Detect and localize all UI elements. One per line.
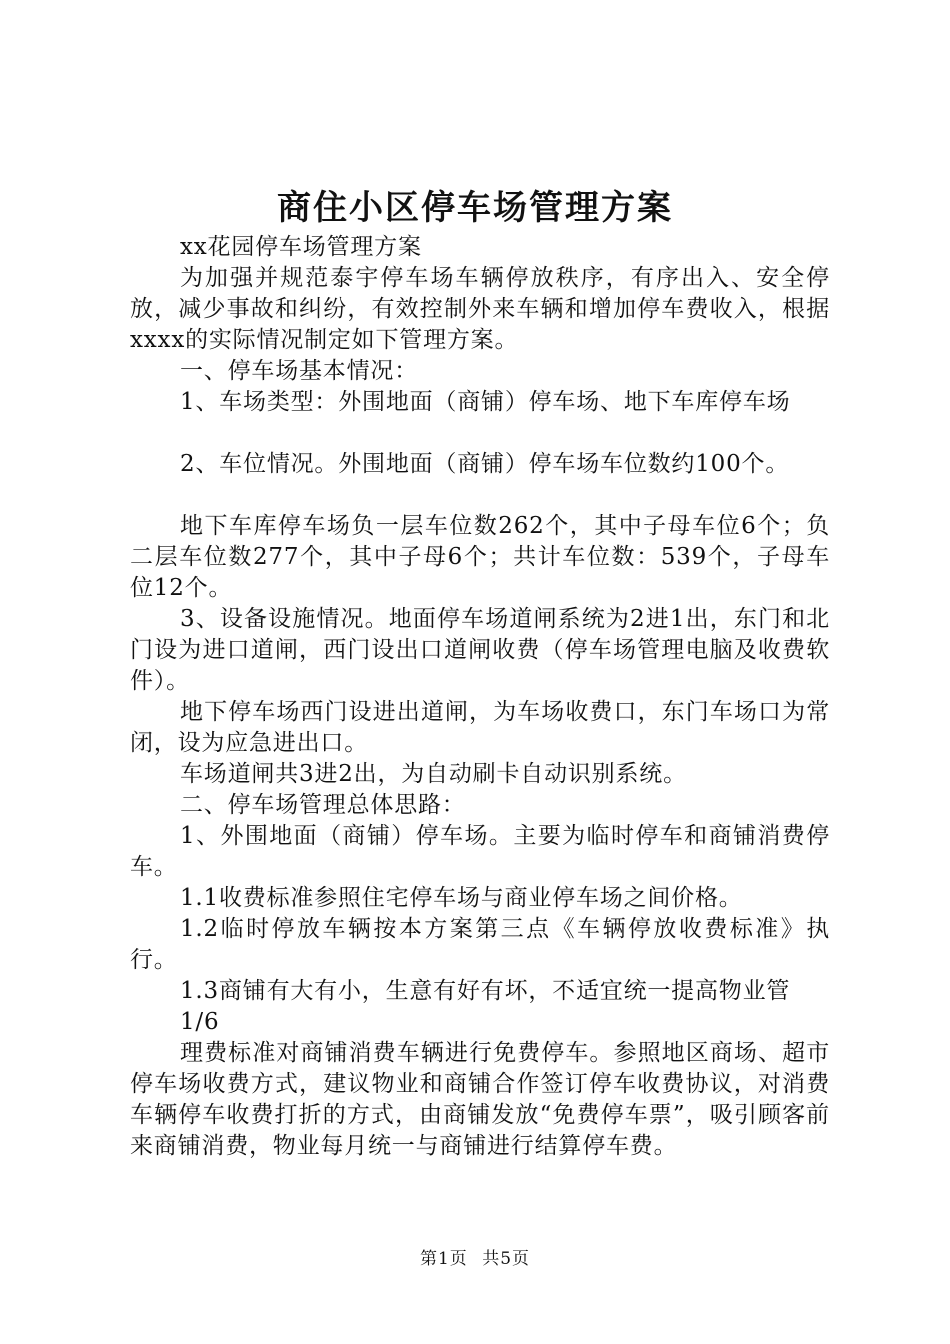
paragraph: 1、车场类型：外围地面（商铺）停车场、地下车库停车场 <box>180 389 791 415</box>
paragraph: 理费标准对商铺消费车辆进行免费停车。参照地区商场、超市停车场收费方式，建议物业和商铺合作签订停车收费协议，对消费车辆停车收费打折的方式，由商铺发放“免费停车票”，吸引顾客前来商铺消费，物业每月统一与商铺进行结算停车费。 <box>130 1040 830 1159</box>
paragraph: 3、设备设施情况。地面停车场道闸系统为2进1出，东门和北门设为进口道闸，西门设出口道闸收费（停车场管理电脑及收费软件）。 <box>130 606 830 694</box>
inline-page-marker: 1/6 <box>180 1009 220 1035</box>
paragraph: xx花园停车场管理方案 <box>180 234 422 260</box>
paragraph: 为加强并规范泰宇停车场车辆停放秩序，有序出入、安全停放，减少事故和纠纷，有效控制外来车辆和增加停车费收入，根据xxxx的实际情况制定如下管理方案。 <box>130 265 830 353</box>
paragraph: 1、外围地面（商铺）停车场。主要为临时停车和商铺消费停车。 <box>130 823 830 880</box>
page-footer <box>0 1244 950 1269</box>
paragraph: 车场道闸共3进2出，为自动刷卡自动识别系统。 <box>180 761 687 787</box>
paragraph: 1.3商铺有大有小，生意有好有坏，不适宜统一提高物业管 <box>180 978 791 1004</box>
section-heading: 一、停车场基本情况： <box>180 358 418 384</box>
paragraph: 地下停车场西门设进出道闸，为车场收费口，东门车场口为常闭，设为应急进出口。 <box>130 699 830 756</box>
paragraph: 1.1收费标准参照住宅停车场与商业停车场之间价格。 <box>180 885 743 911</box>
paragraph: 2、车位情况。外围地面（商铺）停车场车位数约100个。 <box>180 451 790 477</box>
document-title: 商住小区停车场管理方案 <box>277 188 673 228</box>
document-body <box>130 232 830 1162</box>
page-total: 共5页 <box>482 1249 531 1269</box>
page-number: 第1页 <box>419 1249 468 1269</box>
paragraph: 地下车库停车场负一层车位数262个，其中子母车位6个；负二层车位数277个，其中子母6个；共计车位数：539个，子母车位12个。 <box>130 513 830 601</box>
paragraph: 1.2临时停放车辆按本方案第三点《车辆停放收费标准》执行。 <box>130 916 830 973</box>
section-heading: 二、停车场管理总体思路： <box>180 792 466 818</box>
